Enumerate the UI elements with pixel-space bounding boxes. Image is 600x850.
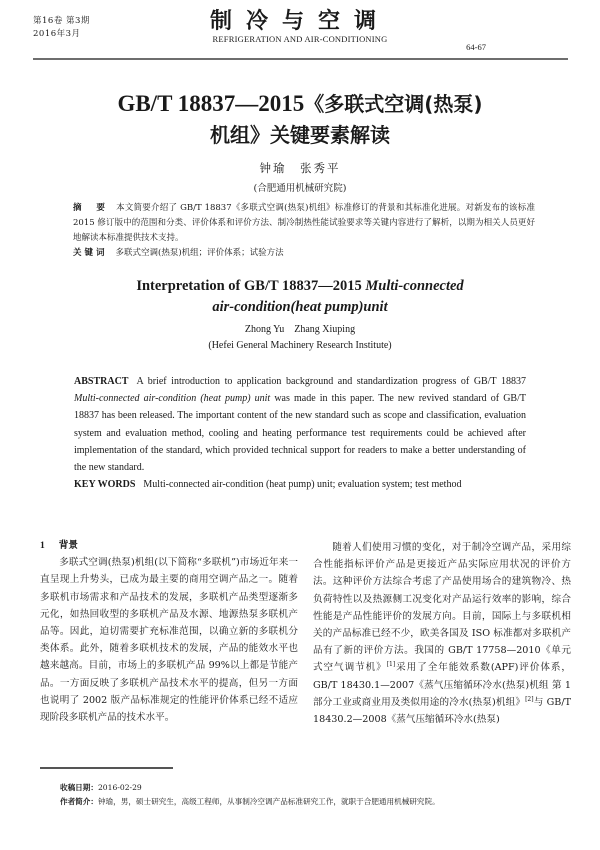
abstract-en (74, 373, 526, 493)
body-paragraph: 多联式空调(热泵)机组(以下简称“多联机”)市场近年来一直呈现上升势头，已成为最主要的商用空调产品之一。随着多联机市场需求和产品技术的发展，多联机产品类型逐渐多元化，如热回收型的多联机产品及水源、地源热泵多联机产品等。因此，迫切需要扩充标准范围，以确立新的多联机分类体系。此外，随着多联机技术的发展，产品的能效水平也越来越高。目前，市场上的多联机产品 99%以上都是节能产品。一方面反映了多联机产品技术水平的提高，但另一方面也说明了 2002 版产品标准规定的性能评价体系已经不适应现阶段多联机产品的技术水平。 (40, 557, 298, 724)
abstract-en-block (74, 373, 526, 476)
abstract-en-text-a: A brief introduction to application background and standardization progress of GB/T 18837 (136, 376, 526, 387)
affiliation-cn: (合肥通用机械研究院) (253, 183, 347, 194)
keywords-cn-text: 多联式空调(热泵)机组；评价体系；试验方法 (115, 248, 284, 258)
paragraph-text-c: 与 GB/T 18430.2—2008《蒸气压缩循环冷水(热泵) (313, 696, 571, 726)
keywords-cn-label: 关键词 (73, 248, 108, 258)
paragraph-text-a: 随着人们使用习惯的变化，对于制冷空调产品，采用综合性能指标评价产品是更接近产品实际应用状况的评价方法。这种评价方法综合考虑了产品使用场合的建筑物冷、热负荷特性以及热源侧工况变化对产品运行效率的影响，综合性能是产品性能评价的发展方向。目前，国际上与多联机相关的产品标准已经不少，欧美各国及 ISO 标准都对多联机产品有了新的评价方法。我国的 GB/T 17758—2010《单元式空气调节机》 (313, 542, 571, 674)
title-line1-cn: 《多联式空调(热泵) (304, 92, 483, 116)
title-line2-cn: 机组》关键要素解读 (210, 123, 390, 147)
footnote-divider (40, 767, 173, 769)
journal-masthead (0, 8, 600, 44)
abstract-cn-label: 摘 要 (73, 203, 109, 213)
keywords-en-block (74, 476, 526, 493)
title-en-plain: Interpretation of GB/T 18837—2015 (136, 278, 366, 294)
keywords-en-text: Multi-connected air-condition (heat pump) unit; evaluation system; test method (143, 479, 462, 491)
received-label: 收稿日期： (60, 783, 98, 792)
authors-cn: 钟瑜 张秀平 (259, 161, 341, 175)
section-number: 1 (40, 540, 45, 551)
citation-ref-2: [2] (525, 695, 534, 703)
affiliation-en: (Hefei General Machinery Research Institute) (208, 340, 392, 351)
abstract-en-text-b: was made in this paper. The new revived standard of GB/T 18837 has been released. The important content of the new standard such as scope and classification, evaluation system and evaluation method, cooling and heating performance test requirements could be achieved after implementation of the standard, which provided technical support for readers to make a better understanding of the new standard. (74, 393, 526, 474)
volume-issue: 第16卷 第3期 (33, 16, 90, 26)
received-date (60, 781, 440, 795)
section-heading-1 (40, 537, 298, 554)
section-title: 背景 (58, 540, 78, 551)
author-bio-value: 钟瑜，男，硕士研究生，高级工程师，从事制冷空调产品标准研究工作，就职于合肥通用机械研究院。 (97, 797, 440, 806)
issue-date: 2016年3月 (33, 29, 81, 39)
title-en-italic-1: Multi-connected (365, 278, 464, 294)
footnote (60, 781, 440, 809)
journal-title-cn: 制冷与空调 (209, 8, 390, 34)
abstract-cn-block (73, 201, 535, 246)
body-column-left (40, 537, 298, 726)
abstract-cn-text: 本文简要介绍了 GB/T 18837《多联式空调(热泵)机组》标准修订的背景和其标准化进展。对新发布的该标准 2015 修订版中的范围和分类、评价体系和评价方法、制冷制热性能试验要求等关键内容进行了解析，以期为相关人员更好地解读本标准提供技术支持。 (73, 203, 535, 243)
author-bio (60, 795, 440, 809)
author-bio-label: 作者简介： (60, 797, 98, 806)
authors-en: Zhong Yu Zhang Xiuping (244, 324, 356, 335)
keywords-en-label: KEY WORDS (74, 479, 136, 491)
paper-title-en (0, 276, 600, 318)
body-column-right (313, 539, 571, 728)
title-en-italic-2: air-condition(heat pump)unit (212, 299, 388, 315)
abstract-en-text-italic: Multi-connected air-condition (heat pump) unit (74, 393, 271, 405)
citation-ref-1: [1] (386, 661, 396, 669)
paper-title-cn (0, 88, 600, 151)
abstract-cn (73, 201, 535, 261)
keywords-cn-block (73, 246, 535, 261)
title-standard-code: GB/T 18837—2015 (117, 91, 305, 116)
body-paragraph (313, 539, 571, 728)
abstract-en-label: ABSTRACT (74, 376, 129, 387)
paragraph-text-b: 采用了全年能效系数(APF)评价体系，GB/T 18430.1—2007《蒸气压缩循环冷水(热泵)机组 第 1 部分工业或商业用及类似用途的冷水(热泵)机组》 (313, 662, 572, 708)
journal-title-en: REFRIGERATION AND AIR-CONDITIONING (212, 34, 388, 44)
page-range: 64-67 (466, 42, 486, 52)
header-divider (33, 58, 568, 60)
received-value: 2016-02-29 (97, 783, 142, 792)
